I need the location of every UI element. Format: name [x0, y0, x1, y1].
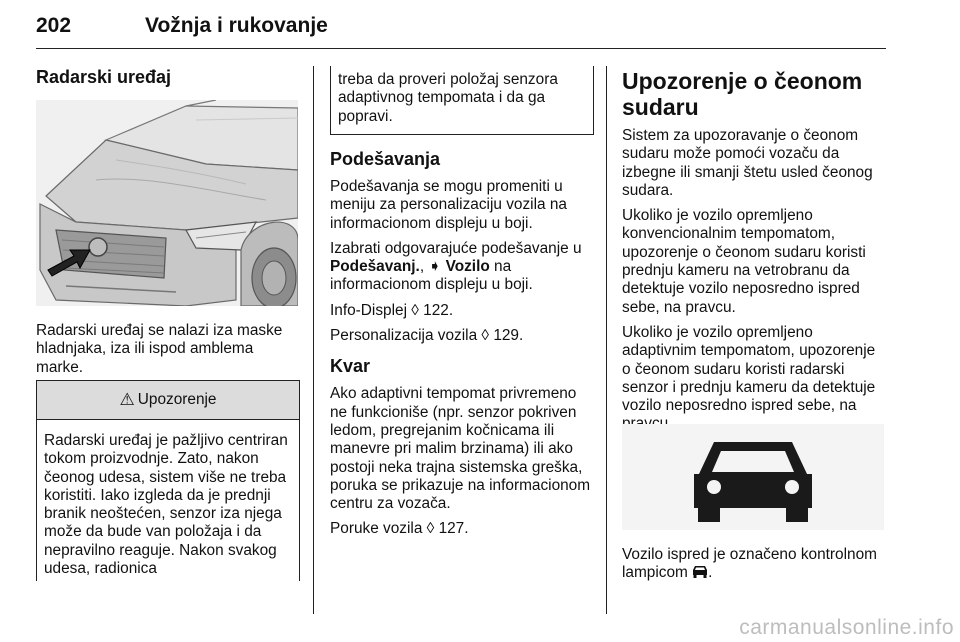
radar-caption: Radarski uređaj se nalazi iza maske hladnjaka, iza ili ispod amblema marke.	[36, 322, 283, 376]
indicator-caption: Vozilo ispred je označeno kontrolnom lampicom .	[622, 546, 877, 582]
settings-heading: Podešavanja	[330, 149, 441, 169]
page-number: 202	[36, 14, 72, 37]
vehicle-ahead-icon	[622, 424, 884, 530]
settings-p2-text-end: na informacionom displeju u boji.	[330, 258, 533, 294]
menu-path-settings: Podešavanj.	[330, 258, 420, 276]
settings-paragraph-2	[330, 240, 594, 295]
left-caption-block	[36, 322, 298, 384]
chapter-title: Vožnja i rukovanje	[145, 14, 328, 37]
fault-paragraph: Ako adaptivni tempomat privremeno ne funkcioniše (npr. senzor pokriven ledom, pregrejanim kočnicama ili manevre pri malim brzinama) ili ako postoji neka trajna sistemska greška, poruka se prikazuje na informacionom centru za vozača.	[330, 385, 591, 513]
right-column	[622, 68, 888, 441]
indicator-caption-text: Vozilo ispred je označeno kontrolnom lampicom	[622, 546, 877, 582]
cross-ref-personalization[interactable]	[330, 327, 594, 345]
reference-icon: ◊	[481, 327, 490, 345]
header-rule	[36, 48, 886, 49]
warning-triangle-icon: ⚠	[119, 390, 135, 409]
warning-continued-text: treba da proveri položaj senzora adaptivnog tempomata i da ga popravi.	[338, 71, 558, 125]
settings-p2-text: Izabrati odgovarajuće podešavanje u	[330, 239, 582, 257]
cross-ref-label: Personalizacija vozila	[330, 327, 478, 345]
cross-ref-label: Poruke vozila	[330, 520, 423, 538]
warning-box-header	[37, 381, 299, 420]
column-divider-2	[606, 66, 607, 614]
right-caption-block	[622, 546, 888, 590]
cross-ref-label: Info-Displej	[330, 301, 407, 319]
cross-ref-vehicle-messages[interactable]	[330, 520, 594, 538]
warning-box	[36, 380, 300, 581]
warning-box-continued	[330, 66, 594, 135]
collision-paragraph-2: Ukoliko je vozilo opremljeno konvencionalnim tempomatom, upozorenje o čeonom sudaru koristi prednju kameru na vetrobranu da detektuje vozilo neposredno ispred sebe, na pravcu.	[622, 207, 866, 316]
page-header	[36, 6, 886, 46]
car-drawing	[36, 100, 298, 306]
car-front-illustration	[36, 100, 298, 306]
vehicle-ahead-indicator-illustration	[622, 424, 884, 530]
reference-icon: ◊	[426, 520, 435, 538]
collision-paragraph-3: Ukoliko je vozilo opremljeno adaptivnim tempomatom, upozorenje o čeonom sudaru koristi radarski senzor i prednju kameru da detektuje vozilo neposredno ispred sebe, na	[622, 323, 876, 415]
cross-ref-page: 127.	[438, 520, 469, 538]
fault-heading: Kvar	[330, 356, 371, 377]
menu-path-vehicle: Vozilo	[445, 258, 490, 276]
warning-text: Radarski uređaj je pažljivo centriran tokom proizvodnje. Zato, nakon čeonog udesa, sistem više ne treba koristiti. Iako izgleda da je prednji branik neoštećen, senzor iza njega može da bude van položaja i da nepravilno reaguje. Nakon svakog udesa, radionica	[44, 432, 288, 578]
cross-ref-page: 122.	[423, 301, 454, 319]
radar-heading: Radarski uređaj	[36, 67, 172, 87]
vehicle-ahead-lamp-icon	[692, 565, 708, 578]
settings-paragraph-1: Podešavanja se mogu promeniti u meniju za personalizaciju vozila na informacionom displeju u boji.	[330, 178, 567, 232]
column-divider-1	[313, 66, 314, 614]
reference-icon: ◊	[411, 301, 419, 319]
middle-column	[330, 148, 594, 546]
left-column	[36, 66, 298, 88]
cross-ref-page: 129.	[493, 327, 524, 345]
menu-arrow-icon: ➧	[428, 258, 442, 276]
collision-paragraph-1: Sistem za upozoravanje o čeonom sudaru može pomoći vozaču da izbegne ili smanji štetu usled čeonog sudara.	[622, 127, 873, 199]
menu-path-separator: ,	[419, 258, 429, 276]
watermark: carmanualsonline.info	[739, 616, 954, 639]
cross-ref-info-display[interactable]	[330, 302, 594, 320]
warning-title: Upozorenje	[137, 391, 217, 408]
collision-warning-heading: Upozorenje o čeonom sudaru	[622, 68, 863, 120]
